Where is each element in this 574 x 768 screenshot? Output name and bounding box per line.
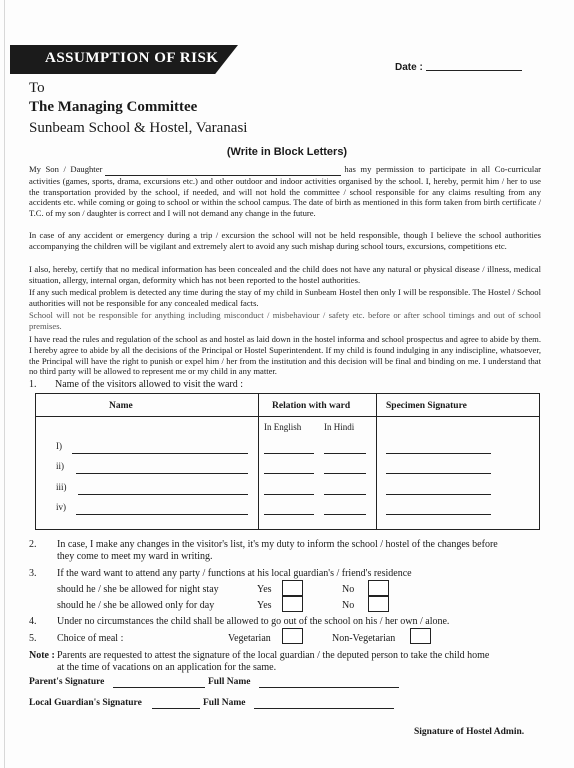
parent-full-name-field[interactable] xyxy=(259,687,399,688)
rules-paragraph: I have read the rules and regulation of the school as and hostel as laid down in the hostel informa and school prospectus and agree to abide by them. I hereby agree to abide by all the decisions of the Principal or Hostel Superintendent. If my child is found indulging in any indiscipline, whatsoever, the Principal will have the right to punish or expel him / her from the institution and this decision will be final and binding on me. I understand that no third party will be allowed to represent me or my child in any matter. xyxy=(29,334,541,377)
address-committee: The Managing Committee xyxy=(29,99,198,115)
night-stay-no-label: No xyxy=(342,584,355,595)
relation-english-field[interactable] xyxy=(264,494,314,495)
item-2-text: In case, I make any changes in the visitor's list, it's my duty to inform the school / hostel of the changes before xyxy=(57,539,498,550)
guardian-full-name-field[interactable] xyxy=(254,708,394,709)
note-label: Note : xyxy=(29,650,55,661)
relation-english-field[interactable] xyxy=(264,514,314,515)
item-5-text: Choice of meal : xyxy=(57,633,124,644)
item-1-number: 1. xyxy=(29,379,37,390)
guardian-signature-label: Local Guardian's Signature xyxy=(29,698,142,708)
item-3-text: If the ward want to attend any party / functions at his local guardian's / friend's residence xyxy=(57,568,412,579)
row-label: iii) xyxy=(56,482,67,492)
item-3-number: 3. xyxy=(29,568,37,579)
parent-full-name-label: Full Name xyxy=(208,677,251,687)
note-text: Parents are requested to attest the signature of the local guardian / the deputed person to take the child home xyxy=(57,650,490,661)
day-only-yes-label: Yes xyxy=(257,600,272,611)
day-only-no-checkbox[interactable] xyxy=(368,596,389,612)
relation-hindi-field[interactable] xyxy=(324,453,366,454)
consent-body: has my permission to participate in all Co-curricular activities (games, sports, drama, excursions etc.) and other outdoor and indoor activities organised by the school. I, hereby, permit him / her to use the transportation provided by the school, if needed, and will not hold the committee / school responsible for any claims resulting from any accidents etc. while coming or going to school or within the school campus. The date of birth as mentioned in this form taken from birth certificate / T.C. of my son / daughter is correct and I will not demand any change in the future. xyxy=(29,164,541,219)
relation-english-field[interactable] xyxy=(264,453,314,454)
parent-signature-field[interactable] xyxy=(113,687,205,688)
day-only-yes-checkbox[interactable] xyxy=(282,596,303,612)
relation-hindi-field[interactable] xyxy=(324,494,366,495)
medical-responsibility-paragraph: If any such medical problem is detected any time during the stay of my child in Sunbeam Hostel then only I will be responsible. The Hostel / School authorities will not be responsible for any concealed medical facts. xyxy=(29,287,541,308)
block-letters-instruction: (Write in Block Letters) xyxy=(226,146,348,158)
specimen-signature-field[interactable] xyxy=(386,473,491,474)
specimen-signature-field[interactable] xyxy=(386,453,491,454)
item-2-number: 2. xyxy=(29,539,37,550)
row-label: ii) xyxy=(56,461,64,471)
visitor-name-field[interactable] xyxy=(78,494,248,495)
form-title: ASSUMPTION OF RISK xyxy=(45,50,219,66)
vegetarian-label: Vegetarian xyxy=(228,633,271,644)
specimen-signature-field[interactable] xyxy=(386,514,491,515)
night-stay-yes-checkbox[interactable] xyxy=(282,580,303,596)
visitor-name-field[interactable] xyxy=(76,514,248,515)
relation-english-field[interactable] xyxy=(264,473,314,474)
accident-paragraph: In case of any accident or emergency during a trip / excursion the school will not be held responsible, though I believe the school authorities accompanying the children will be vigilant and extremely alert to avoid any such mishap during school tours, excursions, competitions etc. xyxy=(29,230,541,251)
consent-lead: My Son / Daughter xyxy=(29,164,103,174)
item-2-text-cont: they come to meet my ward in writing. xyxy=(57,551,213,562)
day-only-question: should he / she be allowed only for day xyxy=(57,600,215,611)
row-label: I) xyxy=(56,441,62,451)
col-relation-header: Relation with ward xyxy=(272,401,351,411)
col-name-header: Name xyxy=(109,401,133,411)
table-divider xyxy=(258,394,259,529)
guardian-full-name-label: Full Name xyxy=(203,698,246,708)
consent-paragraph xyxy=(29,164,541,219)
child-name-field[interactable] xyxy=(105,164,341,176)
night-stay-yes-label: Yes xyxy=(257,584,272,595)
col-signature-header: Specimen Signature xyxy=(386,401,467,411)
row-label: iv) xyxy=(56,502,66,512)
hostel-admin-signature-label: Signature of Hostel Admin. xyxy=(414,727,525,737)
day-only-no-label: No xyxy=(342,600,355,611)
item-4-text: Under no circumstances the child shall be allowed to go out of the school on his / her own / alone. xyxy=(57,616,450,627)
sub-hindi-header: In Hindi xyxy=(324,422,355,432)
date-label: Date : xyxy=(395,62,423,73)
non-vegetarian-checkbox[interactable] xyxy=(410,628,431,644)
guardian-signature-field[interactable] xyxy=(152,708,200,709)
table-divider xyxy=(376,394,377,529)
parent-signature-label: Parent's Signature xyxy=(29,677,105,687)
night-stay-no-checkbox[interactable] xyxy=(368,580,389,596)
specimen-signature-field[interactable] xyxy=(386,494,491,495)
night-stay-question: should he / she be allowed for night stay xyxy=(57,584,219,595)
table-header-divider xyxy=(36,416,539,417)
item-1-text: Name of the visitors allowed to visit the ward : xyxy=(55,379,244,390)
relation-hindi-field[interactable] xyxy=(324,514,366,515)
address-school: Sunbeam School & Hostel, Varanasi xyxy=(29,120,248,136)
non-vegetarian-label: Non-Vegetarian xyxy=(332,633,396,644)
visitors-table xyxy=(35,393,540,530)
vegetarian-checkbox[interactable] xyxy=(282,628,303,644)
date-field[interactable] xyxy=(426,70,522,71)
relation-hindi-field[interactable] xyxy=(324,473,366,474)
visitor-name-field[interactable] xyxy=(76,473,248,474)
address-to: To xyxy=(29,80,45,96)
premises-paragraph: School will not be responsible for anything including misconduct / misbehaviour / safety etc. before or after school timings and out of school premises. xyxy=(29,310,541,331)
item-4-number: 4. xyxy=(29,616,37,627)
note-text-cont: at the time of vacations on an application for the same. xyxy=(57,662,277,673)
visitor-name-field[interactable] xyxy=(72,453,248,454)
sub-english-header: In English xyxy=(264,422,302,432)
medical-paragraph: I also, hereby, certify that no medical information has been concealed and the child does not have any natural or physical disease / illness, medical situation, allergy, internal organ, deformity which has not been reported to the hostel authorities. xyxy=(29,264,541,285)
item-5-number: 5. xyxy=(29,633,37,644)
